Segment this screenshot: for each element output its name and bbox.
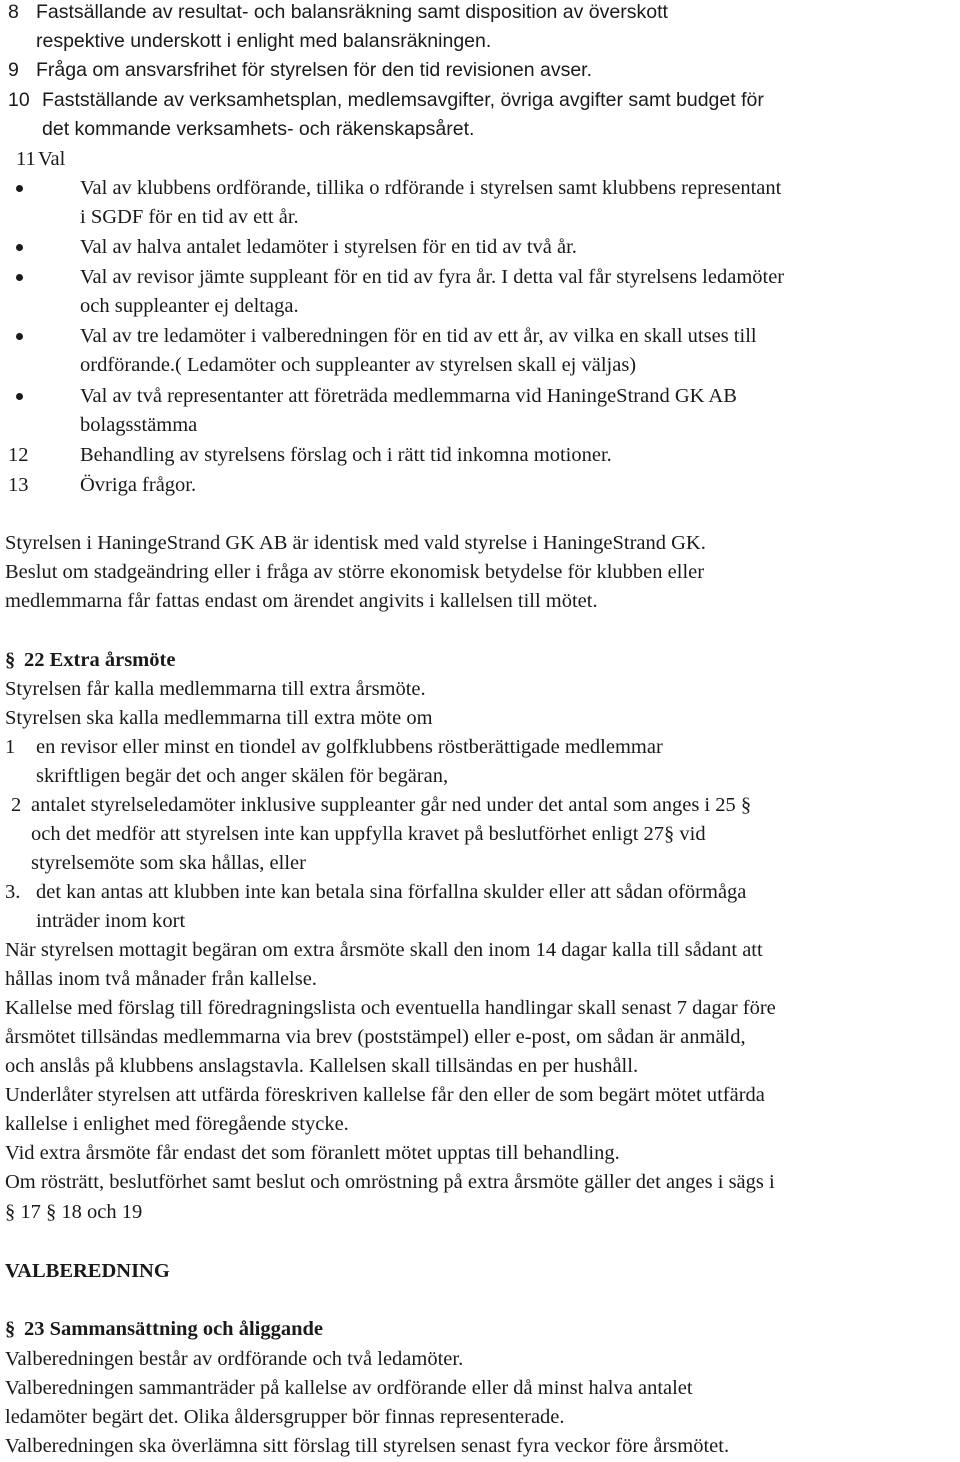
paragraph-line: Underlåter styrelsen att utfärda föreskriven kallelse får den eller de som begärt mötet utfärda [5, 1084, 765, 1106]
bullet-icon [16, 333, 23, 340]
paragraph-line: Valberedningen ska överlämna sitt förslag till styrelsen senast fyra veckor före årsmötet. [5, 1435, 730, 1457]
agenda-number: 8 [8, 1, 19, 23]
bullet-text: Val av halva antalet ledamöter i styrelsen för en tid av två år. [80, 236, 577, 258]
list-text: och det medför att styrelsen inte kan uppfylla kravet på beslutförhet enligt 27§ vid [31, 823, 706, 845]
bullet-text: Val av revisor jämte suppleant för en tid av fyra år. I detta val får styrelsens ledamöter [80, 266, 785, 288]
bullet-text: Val av två representanter att företräda medlemmarna vid HaningeStrand GK AB [80, 385, 737, 407]
bullet-icon [16, 274, 23, 281]
agenda-text: Övriga frågor. [80, 474, 197, 496]
agenda-number: 12 [8, 444, 29, 466]
section-title: 23 Sammansättning och åliggande [24, 1318, 324, 1340]
list-number: 1 [5, 736, 16, 758]
agenda-number: 11 [16, 148, 36, 170]
agenda-text: Behandling av styrelsens förslag och i rätt tid inkomna motioner. [80, 444, 612, 466]
paragraph-line: ledamöter begärt det. Olika åldersgrupper bör finnas representerade. [5, 1406, 565, 1428]
paragraph-line: kallelse i enlighet med föregående stycke. [5, 1113, 349, 1135]
bullet-icon [16, 244, 23, 251]
list-text: skriftligen begär det och anger skälen för begäran, [36, 765, 449, 787]
paragraph-line: Beslut om stadgeändring eller i fråga av större ekonomisk betydelse för klubben eller [5, 561, 705, 583]
list-text: styrelsemöte som ska hållas, eller [31, 852, 306, 874]
bullet-text: i SGDF för en tid av ett år. [80, 206, 299, 228]
bullet-text: och suppleanter ej deltaga. [80, 295, 299, 317]
list-number: 3. [5, 881, 21, 903]
agenda-text: Fråga om ansvarsfrihet för styrelsen för den tid revisionen avser. [36, 59, 592, 81]
paragraph-line: och anslås på klubbens anslagstavla. Kallelsen skall tillsändas en per hushåll. [5, 1055, 639, 1077]
list-text: en revisor eller minst en tiondel av golfklubbens röstberättigade medlemmar [36, 736, 663, 758]
chapter-title: VALBEREDNING [5, 1260, 170, 1282]
paragraph-line: medlemmarna får fattas endast om ärendet angivits i kallelsen till mötet. [5, 590, 598, 612]
agenda-text: respektive underskott i enlight med balansräkningen. [36, 30, 492, 52]
paragraph-line: Valberedningen sammanträder på kallelse av ordförande eller då minst halva antalet [5, 1377, 693, 1399]
section-sign: § [5, 1318, 16, 1340]
bullet-text: bolagsstämma [80, 414, 198, 436]
bullet-text: Val av klubbens ordförande, tillika o rdförande i styrelsen samt klubbens representant [80, 177, 782, 199]
paragraph-line: Styrelsen ska kalla medlemmarna till extra möte om [5, 707, 433, 729]
paragraph-line: Styrelsen i HaningeStrand GK AB är identisk med vald styrelse i HaningeStrand GK. [5, 532, 706, 554]
bullet-text: Val av tre ledamöter i valberedningen för en tid av ett år, av vilka en skall utses till [80, 325, 757, 347]
bullet-text: ordförande.( Ledamöter och suppleanter av styrelsen skall ej väljas) [80, 354, 637, 376]
paragraph-line: hållas inom två månader från kallelse. [5, 968, 317, 990]
paragraph-line: När styrelsen mottagit begäran om extra årsmöte skall den inom 14 dagar kalla till sådant att [5, 939, 763, 961]
paragraph-line: Styrelsen får kalla medlemmarna till extra årsmöte. [5, 678, 426, 700]
paragraph-line: Vid extra årsmöte får endast det som föranlett mötet upptas till behandling. [5, 1142, 620, 1164]
list-number: 2 [11, 794, 22, 816]
agenda-number: 9 [8, 59, 19, 81]
agenda-text: Fastsällande av resultat- och balansräkning samt disposition av överskott [36, 1, 668, 23]
paragraph-line: Kallelse med förslag till föredragningslista och eventuella handlingar skall senast 7 dagar före [5, 997, 776, 1019]
list-text: inträder inom kort [36, 910, 186, 932]
paragraph-refs: § 17 § 18 och 19 [5, 1201, 143, 1223]
paragraph-line: Valberedningen består av ordförande och två ledamöter. [5, 1348, 464, 1370]
agenda-text: Fastställande av verksamhetsplan, medlemsavgifter, övriga avgifter samt budget för [42, 89, 764, 111]
bullet-icon [16, 393, 23, 400]
list-text: antalet styrelseledamöter inklusive suppleanter går ned under det antal som anges i 25 § [31, 794, 752, 816]
paragraph-line: Om rösträtt, beslutförhet samt beslut och omröstning på extra årsmöte gäller det anges i sägs i [5, 1171, 775, 1193]
list-text: det kan antas att klubben inte kan betala sina förfallna skulder eller att sådan oförmåga [36, 881, 747, 903]
agenda-text: det kommande verksamhets- och räkenskapsåret. [42, 118, 475, 140]
agenda-text: Val [38, 148, 66, 170]
bullet-icon [16, 185, 23, 192]
agenda-number: 13 [8, 474, 29, 496]
paragraph-line: årsmötet tillsändas medlemmarna via brev (poststämpel) eller e-post, om sådan är anmäld, [5, 1026, 746, 1048]
section-sign: § [5, 649, 16, 671]
section-title: 22 Extra årsmöte [24, 649, 176, 671]
agenda-number: 10 [8, 89, 30, 111]
